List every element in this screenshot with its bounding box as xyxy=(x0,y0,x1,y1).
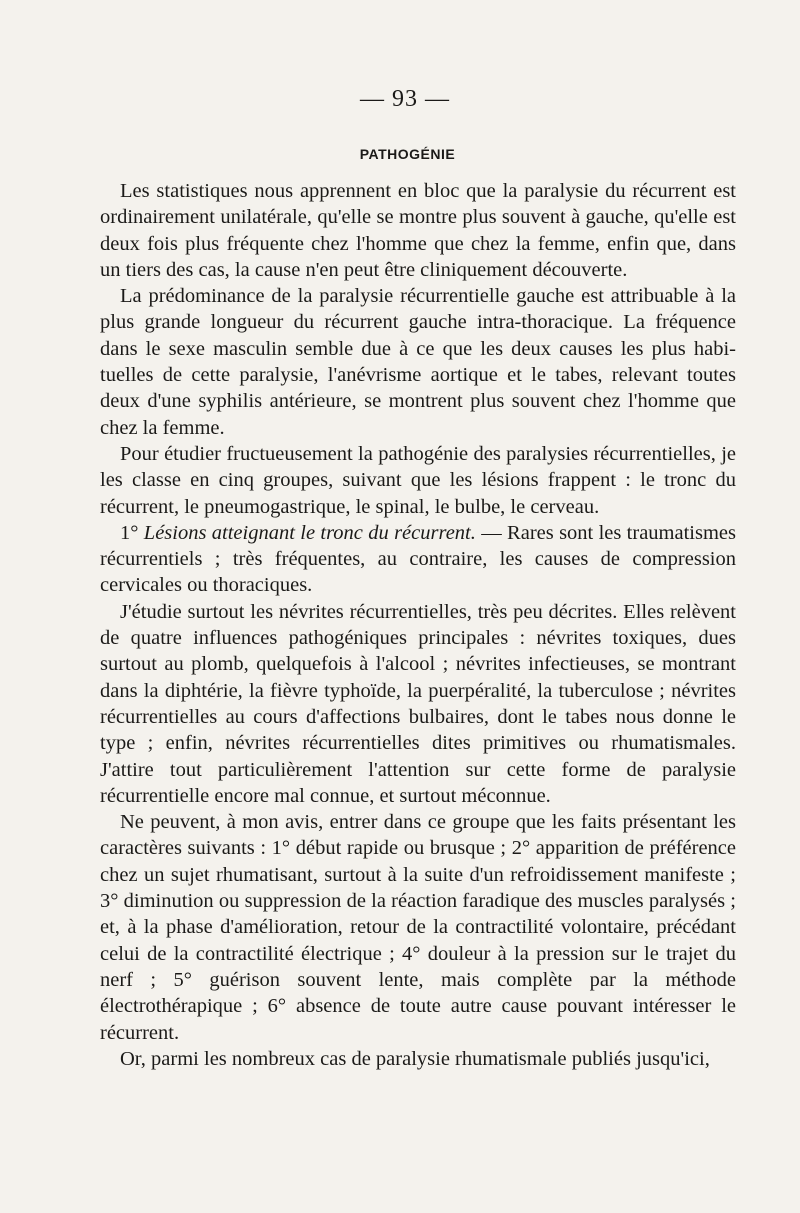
paragraph xyxy=(100,520,736,599)
section-title: PATHOGÉNIE xyxy=(359,146,456,162)
paragraph: Ne peuvent, à mon avis, entrer dans ce groupe que les faits présentant les caractères suivants : 1° début rapide ou brusque ; 2° apparition de préférence chez un sujet rhumatisant, surtout à la suite d'un refroidissement manifeste ; 3° diminution ou suppression de la réaction faradique des muscles paralysés ; et, à la phase d'amélioration, retour de la contractilité volontaire, précédant celui de la contractilité électrique ; 4° douleur à la pression sur le trajet du nerf ; 5° guérison souvent lente, mais complète par la méthode électrothérapique ; 6° absence de toute autre cause pouvant intéresser le récurrent. xyxy=(100,811,736,1044)
paragraph: Pour étudier fructueusement la pathogénie des paralysies récurrentielles, je les classe en cinq groupes, suivant que les lésions frappent : le tronc du récurrent, le pneumogastrique, le spinal, le bulbe, le cerveau. xyxy=(100,442,736,518)
paragraph-lead: 1° xyxy=(120,521,144,544)
page-number: — 93 — xyxy=(360,86,450,112)
paragraph: J'étudie surtout les névrites récurrentielles, très peu décrites. Elles relèvent de quatre influences pathogéniques principales : névrites toxiques, dues surtout au plomb, quelquefois à l'alcool ; névrites infectieuses, se montrant dans la diphtérie, la fièvre typhoïde, la puerpéralité, la tuberculose ; névrites récurrentielles au cours d'affections bulbaires, dont le tabes nous donne le type ; enfin, névrites récurrentielles dites primitives ou rhumatismales. J'attire tout particulièrement l'attention sur cette forme de paralysie récurrentielle encore mal connue, et surtout méconnue. xyxy=(100,600,736,807)
body-text xyxy=(100,178,736,1072)
paragraph: Les statistiques nous apprennent en bloc que la paralysie du récurrent est ordinairement unilatérale, qu'elle se montre plus souvent à gauche, qu'elle est deux fois plus fréquente chez l'homme que chez la femme, enfin que, dans un tiers des cas, la cause n'en peut être cliniquement découverte. xyxy=(100,180,736,281)
paragraph: La prédominance de la paralysie récurrentielle gauche est attribuable à la plus grande longueur du récurrent gauche intra-thoracique. La fréquence dans le sexe masculin semble due à ce que les deux causes les plus habituelles de cette paralysie, l'anévrisme aortique et le tabes, relevant toutes deux d'une syphilis antérieure, se montrent plus souvent chez l'homme que chez la femme. xyxy=(100,285,736,439)
paragraph-emphasis: Lésions atteignant le tronc du récurrent. xyxy=(143,521,476,544)
paragraph-rest: — Rares sont les traumatismes récurrentiels ; très fréquentes, au contraire, les causes de compression cervicales ou thoraciques. xyxy=(100,521,736,597)
paragraph: Or, parmi les nombreux cas de paralysie rhumatismale publiés jusqu'ici, xyxy=(120,1047,710,1070)
